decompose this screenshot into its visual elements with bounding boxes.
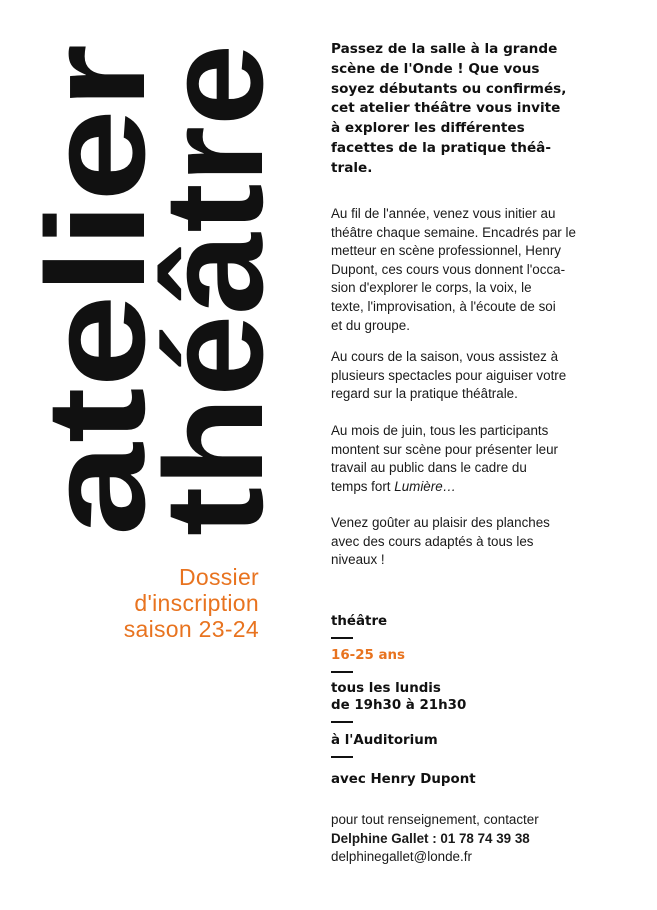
paragraph-planches [331, 514, 621, 570]
title-word-theatre: théâtre [135, 69, 292, 536]
vertical-title-graphic [17, 40, 292, 540]
dossier-line-3: saison 23-24 [123, 616, 259, 642]
dossier-line-2: d'inscription [134, 590, 259, 616]
contact-block [331, 811, 539, 867]
paragraph-line: metteur en scène professionnel, Henry [331, 243, 561, 259]
contact-intro: pour tout renseignement, contacter [331, 812, 539, 827]
dossier-line-1: Dossier [178, 564, 259, 590]
info-schedule-time: de 19h30 à 21h30 [331, 698, 467, 713]
dossier-heading [124, 564, 259, 642]
paragraph-line: avec des cours adaptés à tous les [331, 533, 534, 549]
intro-line: scène de l'Onde ! Que vous [331, 60, 540, 77]
paragraph-line: texte, l'improvisation, à l'écoute de soi [331, 298, 556, 314]
intro-line: soyez débutants ou confirmés, [331, 80, 567, 97]
intro-line: cet atelier théâtre vous invite [331, 100, 561, 117]
contact-name-phone: Delphine Gallet : 01 78 74 39 38 [331, 830, 530, 846]
paragraph-line: sion d'explorer le corps, la voix, le [331, 280, 532, 296]
paragraph-spectacles [331, 348, 621, 404]
info-divider [331, 671, 353, 673]
paragraph-juin [331, 422, 621, 496]
paragraph-line: et du groupe. [331, 317, 410, 333]
contact-email[interactable]: delphinegallet@londe.fr [331, 849, 472, 864]
title-word-atelier: atelier [17, 123, 174, 536]
info-place: à l'Auditorium [331, 733, 438, 748]
info-age: 16-25 ans [331, 648, 406, 663]
paragraph-line: montent sur scène pour présenter leur [331, 441, 559, 457]
paragraph-cours [331, 205, 621, 335]
paragraph-line: travail au public dans le cadre du [331, 460, 527, 476]
paragraph-line: Venez goûter au plaisir des planches [331, 515, 550, 530]
paragraph-line: plusieurs spectacles pour aiguiser votre [331, 367, 567, 383]
intro-line: Passez de la salle à la grande [331, 41, 558, 57]
info-teacher: avec Henry Dupont [331, 772, 476, 787]
intro-paragraph [331, 40, 621, 179]
paragraph-line: théâtre chaque semaine. Encadrés par le [331, 224, 576, 240]
intro-line: à explorer les différentes [331, 120, 525, 137]
info-divider [331, 756, 353, 758]
paragraph-line: Dupont, ces cours vous donnent l'occa- [331, 261, 566, 277]
info-schedule-day: tous les lundis [331, 681, 441, 696]
info-divider [331, 721, 353, 723]
paragraph-line: Au mois de juin, tous les participants [331, 423, 549, 438]
paragraph-line-last [331, 478, 621, 497]
paragraph-line: Au cours de la saison, vous assistez à [331, 349, 559, 364]
paragraph-line: Au fil de l'année, venez vous initier au [331, 206, 556, 221]
info-discipline: théâtre [331, 614, 388, 629]
paragraph-text: temps fort [331, 478, 395, 494]
event-name-lumiere: Lumière… [394, 478, 457, 494]
paragraph-line: regard sur la pratique théâtrale. [331, 386, 518, 402]
info-divider [331, 637, 353, 639]
intro-line: facettes de la pratique théâ- [331, 139, 551, 156]
intro-line: trale. [331, 159, 373, 176]
paragraph-line: niveaux ! [331, 552, 385, 568]
vertical-title [17, 40, 292, 540]
